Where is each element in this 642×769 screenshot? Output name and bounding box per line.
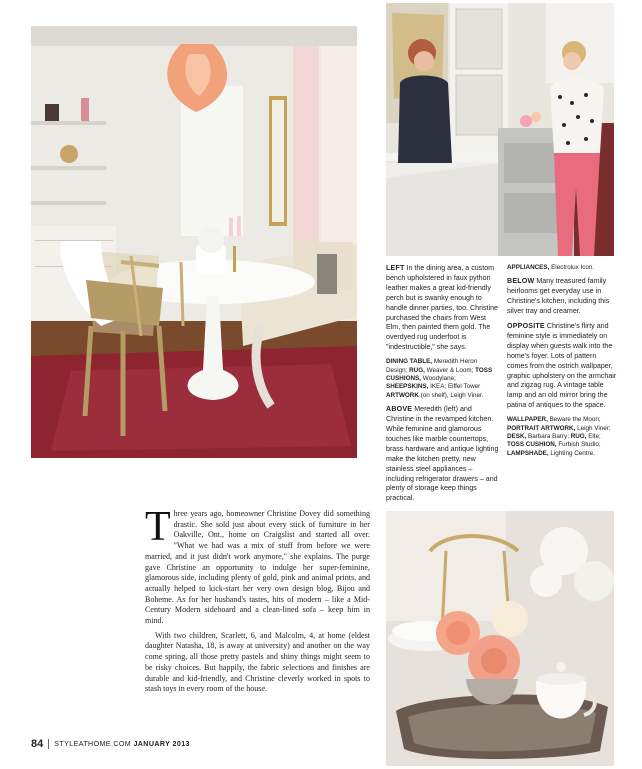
credit-source: Weaver & Loom;	[426, 366, 474, 374]
caption-opposite-text: Christine's flirty and feminine style is immediately on display when guests walk into the home's foyer. Lots of pattern comes from the ostrich wallpaper, graphic upholstery on the armchair and zigzag rug. A vintage table lamp and an old mirror bring the patina of antiques to the space.	[507, 322, 617, 410]
drop-cap: T	[145, 504, 171, 550]
article-body	[145, 504, 370, 699]
kitchen-photo	[386, 3, 614, 256]
credit-source: Meredith Heron Design;	[386, 358, 478, 374]
credit-source: Barbara Barry;	[528, 433, 569, 440]
credit-item: RUG,	[409, 366, 425, 374]
credit-source: Furbish Studio;	[558, 441, 601, 449]
caption-above-credits	[507, 264, 617, 272]
caption-left-label: LEFT	[386, 264, 405, 272]
credit-item: LAMPSHADE,	[507, 449, 549, 457]
caption-opposite-credits	[507, 416, 617, 458]
caption-left	[386, 264, 499, 353]
credit-source: Leigh Viner;	[577, 424, 611, 432]
credit-item: TOSS CUSHION,	[507, 441, 557, 449]
credit-source: Beware the Moon;	[549, 416, 601, 424]
credit-source: (on shelf), Leigh Viner.	[420, 391, 484, 399]
caption-opposite-label: OPPOSITE	[507, 322, 545, 331]
credit-item: WALLPAPER,	[507, 416, 548, 424]
caption-column-right	[507, 264, 617, 463]
caption-below-text: Many treasured family heirlooms get everyday use in Christine's kitchen, including this silver tray and creamer.	[507, 277, 610, 316]
credit-source: Electrolux Icon.	[551, 264, 595, 271]
credit-source: Lighting Centre.	[550, 449, 595, 457]
credit-item: DINING TABLE,	[386, 358, 433, 366]
footer-site: STYLEATHOME.COM	[54, 740, 132, 748]
article-paragraph-1-text: hree years ago, homeowner Christine Dovey did something drastic. She sold just about every stick of furniture in her Oakville, Ont., home on Craigslist and started all over. "What we had was a mix of stuff from before we were married, and it just didn't work anymore," she explains. The purge gave Christine an opportunity to indulge her super-feminine, glamorous side, including plenty of gold, pink and animal prints, and actually helped to kick-start her very own design blog, Bijou and Boheme. As for her husband's tastes, hits of modern – like a Mid-Century Modern sideboard and a clean-lined sofa – keep him in mind.	[145, 509, 370, 626]
caption-opposite	[507, 322, 617, 411]
silver-tray-photo	[386, 511, 614, 766]
caption-left-credits	[386, 358, 499, 400]
credit-item: APPLIANCES,	[507, 264, 550, 271]
credit-source: Elte;	[588, 433, 601, 440]
credit-item: RUG,	[570, 433, 587, 440]
article-paragraph-2: With two children, Scarlett, 6, and Malcolm, 4, at home (eldest daughter Natasha, 18, is away at university) and another on the way come spring, all those pretty pastels and shiny things might seem to be risky choices. But happily, the fabric selections and finishes are durable and kid-friendly, and Christine cleverly worked in spots to stash toys in every room of the house.	[145, 630, 370, 694]
credit-item: SHEEPSKINS,	[386, 383, 429, 391]
caption-left-text: In the dining area, a custom bench upholstered in faux python leather makes a great kid-friendly perch but is swanky enough to handle dinner parties, too. Christine purchased the chairs from West Elm, then painted them gold. The overdyed rug underfoot is "indestructible," she says.	[386, 264, 498, 352]
caption-above	[386, 405, 499, 504]
footer-issue: JANUARY 2013	[133, 740, 190, 748]
caption-above-label: ABOVE	[386, 405, 413, 414]
dining-room-photo	[31, 26, 357, 458]
page-footer	[31, 737, 331, 751]
footer-divider	[48, 739, 49, 749]
caption-column-middle	[386, 264, 499, 509]
credit-source: IKEA; Eiffel Tower	[430, 383, 481, 391]
caption-above-text: Meredith (left) and Christine in the revamped kitchen. While feminine and glamorous touches like marble countertops, brass hardware and antique lighting make the kitchen pretty, new stainless steel appliances – including refrigerator drawers – and plenty of storage keep things practical.	[386, 405, 499, 503]
page-number: 84	[31, 738, 44, 750]
credit-item: PORTRAIT ARTWORK,	[507, 424, 576, 432]
credit-source: Woodylane;	[422, 374, 456, 382]
article-paragraph-1	[145, 504, 370, 627]
credit-item: TOSS CUSHIONS,	[386, 366, 493, 382]
footer-publication	[54, 740, 190, 748]
caption-below	[507, 277, 617, 317]
caption-below-label: BELOW	[507, 277, 535, 286]
credit-item: DESK,	[507, 433, 527, 440]
credit-item: ARTWORK	[386, 391, 419, 399]
